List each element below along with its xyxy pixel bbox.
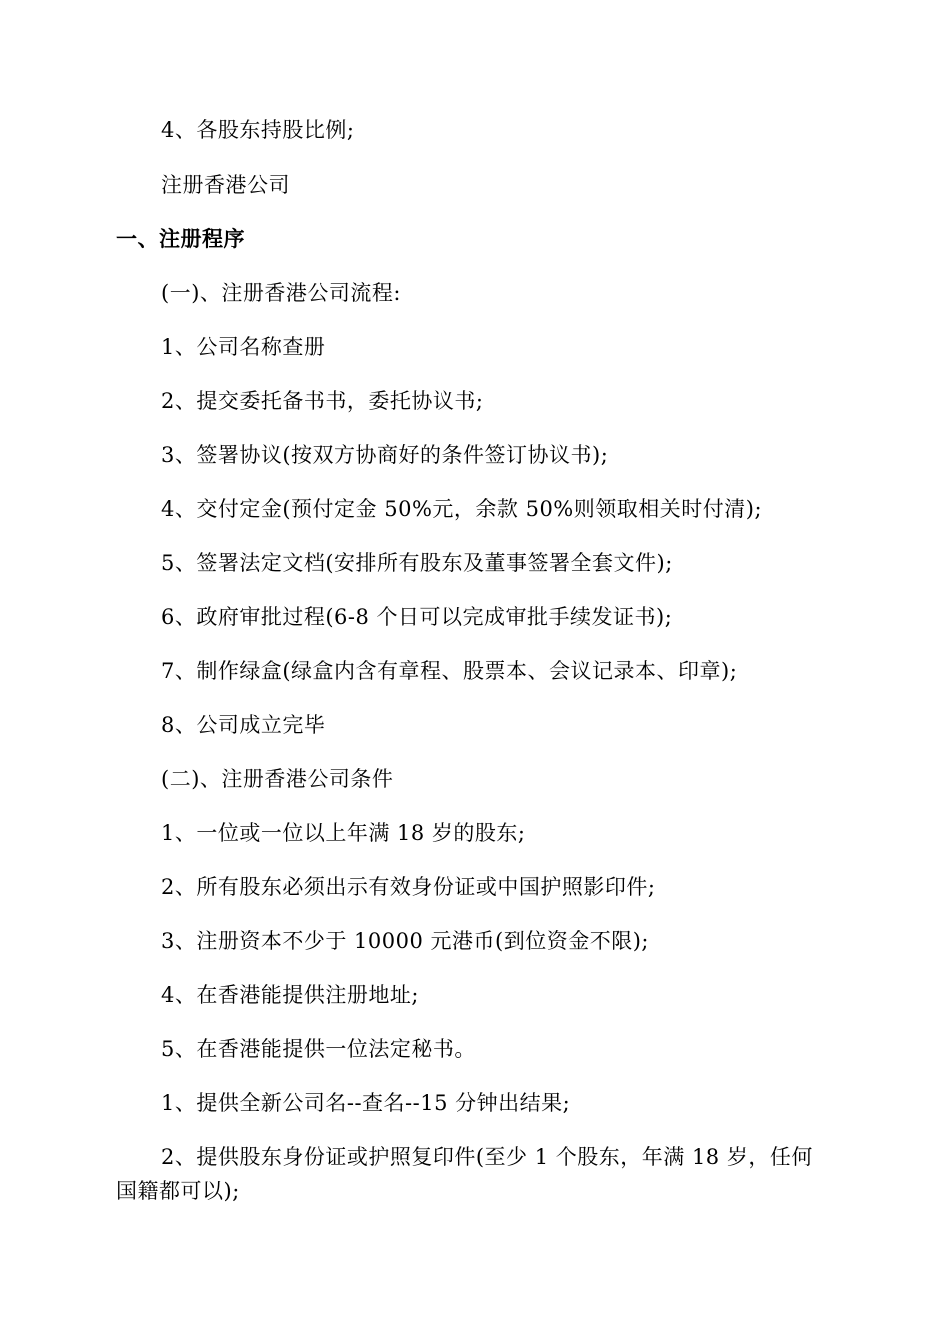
process-step-3: 3、签署协议(按双方协商好的条件签订协议书); bbox=[161, 443, 609, 467]
subsection-heading-process: (一)、注册香港公司流程: bbox=[161, 281, 401, 305]
condition-4: 4、在香港能提供注册地址; bbox=[161, 983, 419, 1007]
process-step-7: 7、制作绿盒(绿盒内含有章程、股票本、会议记录本、印章); bbox=[161, 659, 738, 683]
condition-1: 1、一位或一位以上年满 18 岁的股东; bbox=[161, 821, 526, 845]
shareholder-ratio-item: 4、各股东持股比例; bbox=[161, 118, 355, 142]
process-step-2: 2、提交委托备书书，委托协议书; bbox=[161, 389, 484, 413]
process-step-6: 6、政府审批过程(6-8 个日可以完成审批手续发证书); bbox=[161, 605, 673, 629]
subsection-heading-conditions: (二)、注册香港公司条件 bbox=[161, 767, 394, 791]
process-step-8: 8、公司成立完毕 bbox=[161, 713, 326, 737]
section-heading-registration-procedure: 一、注册程序 bbox=[116, 227, 245, 251]
requirement-1: 1、提供全新公司名--查名--15 分钟出结果; bbox=[161, 1091, 571, 1115]
process-step-4: 4、交付定金(预付定金 50%元，余款 50%则领取相关时付清); bbox=[161, 497, 763, 521]
condition-5: 5、在香港能提供一位法定秘书。 bbox=[161, 1037, 476, 1061]
register-hk-company-label: 注册香港公司 bbox=[161, 173, 290, 197]
process-step-1: 1、公司名称查册 bbox=[161, 335, 326, 359]
requirement-2: 2、提供股东身份证或护照复印件(至少 1 个股东，年满 18 岁，任何国籍都可以); bbox=[116, 1145, 813, 1203]
condition-3: 3、注册资本不少于 10000 元港币(到位资金不限); bbox=[161, 929, 649, 953]
process-step-5: 5、签署法定文档(安排所有股东及董事签署全套文件); bbox=[161, 551, 673, 575]
condition-2: 2、所有股东必须出示有效身份证或中国护照影印件; bbox=[161, 875, 656, 899]
